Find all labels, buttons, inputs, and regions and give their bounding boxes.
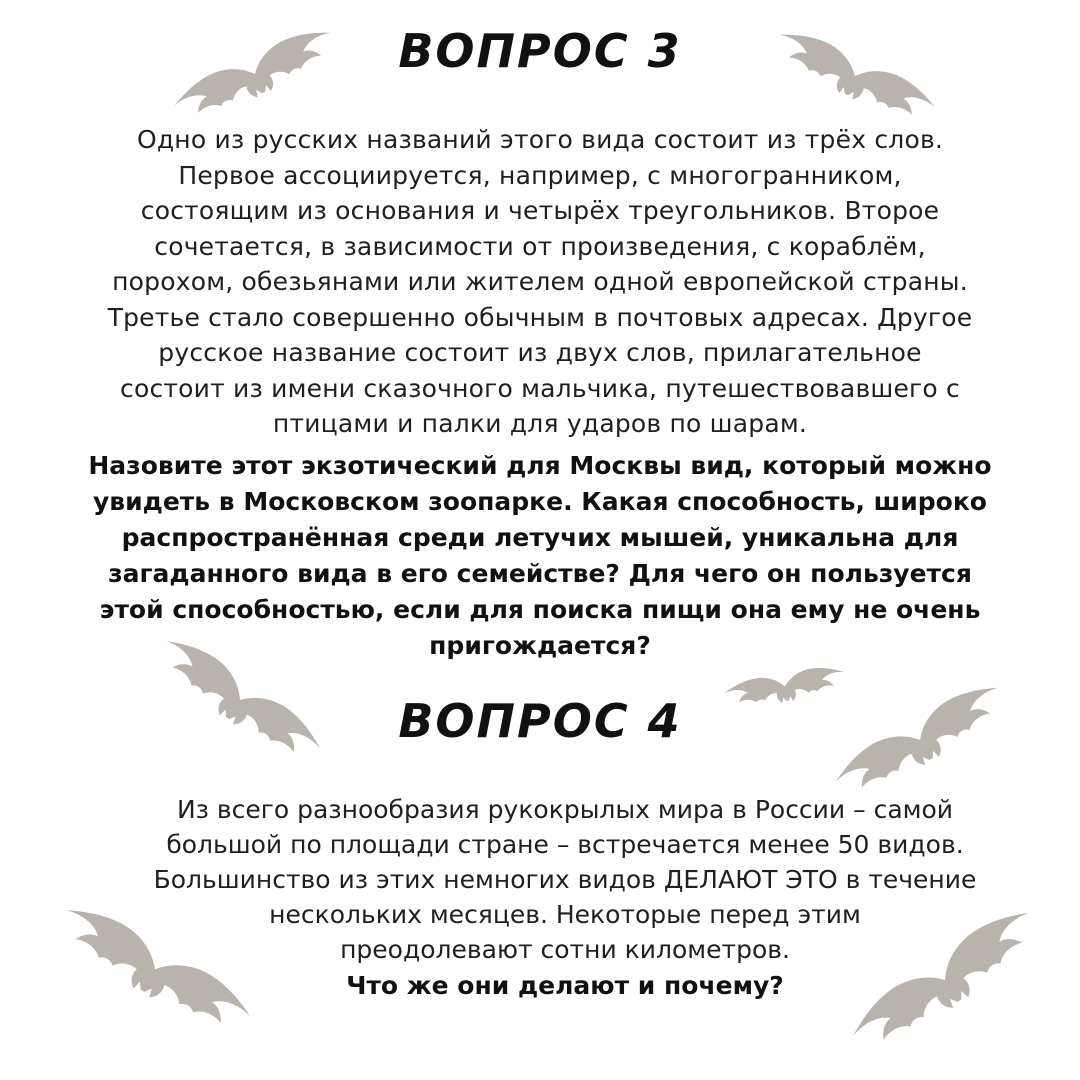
text-line: Что же они делают и почему? bbox=[346, 971, 784, 1000]
text-line: большой по площади стране – встречается менее 50 видов. bbox=[166, 830, 964, 859]
text-line: сочетается, в зависимости от произведения, с кораблём, bbox=[154, 231, 926, 261]
text-line: загаданного вида в его семействе? Для чего он пользуется bbox=[108, 559, 972, 588]
question-4-prompt bbox=[80, 968, 1050, 1003]
text-line: пригождается? bbox=[429, 631, 651, 660]
question-3-text bbox=[20, 122, 1060, 442]
text-line: состоящим из основания и четырёх треугольников. Второе bbox=[140, 196, 940, 225]
text-line: нескольких месяцев. Некоторые перед этим bbox=[269, 900, 861, 929]
text-line: Первое ассоциируется, например, с многогранником, bbox=[178, 160, 902, 190]
text-line: птицами и палки для ударов по шарам. bbox=[272, 409, 808, 438]
text-line: распространённая среди летучих мышей, уникальна для bbox=[121, 523, 959, 552]
text-line: состоит из имени сказочного мальчика, путешествовавшего с bbox=[120, 373, 960, 403]
question-4-heading: ВОПРОС 4 bbox=[398, 694, 682, 748]
text-line: Одно из русских названий этого вида состоит из трёх слов. bbox=[136, 125, 944, 154]
text-line: Из всего разнообразия рукокрылых мира в России – самой bbox=[176, 795, 954, 824]
text-line: увидеть в Московском зоопарке. Какая способность, широко bbox=[93, 487, 987, 516]
text-line: Назовите этот экзотический для Москвы вид, который можно bbox=[88, 451, 992, 480]
question-3-prompt bbox=[40, 448, 1040, 664]
question-4-text bbox=[80, 792, 1050, 967]
text-line: этой способностью, если для поиска пищи она ему не очень bbox=[99, 595, 981, 624]
text-line: русское название состоит из двух слов, прилагательное bbox=[158, 338, 922, 367]
text-line: порохом, обезьянами или жителем одной европейской страны. bbox=[112, 267, 968, 296]
text-line: преодолевают сотни километров. bbox=[340, 935, 790, 964]
text-line: Большинство из этих немногих видов ДЕЛАЮТ ЭТО в течение bbox=[153, 865, 977, 894]
question-3-heading: ВОПРОС 3 bbox=[398, 24, 682, 78]
text-line: Третье стало совершенно обычным в почтовых адресах. Другое bbox=[107, 302, 973, 332]
